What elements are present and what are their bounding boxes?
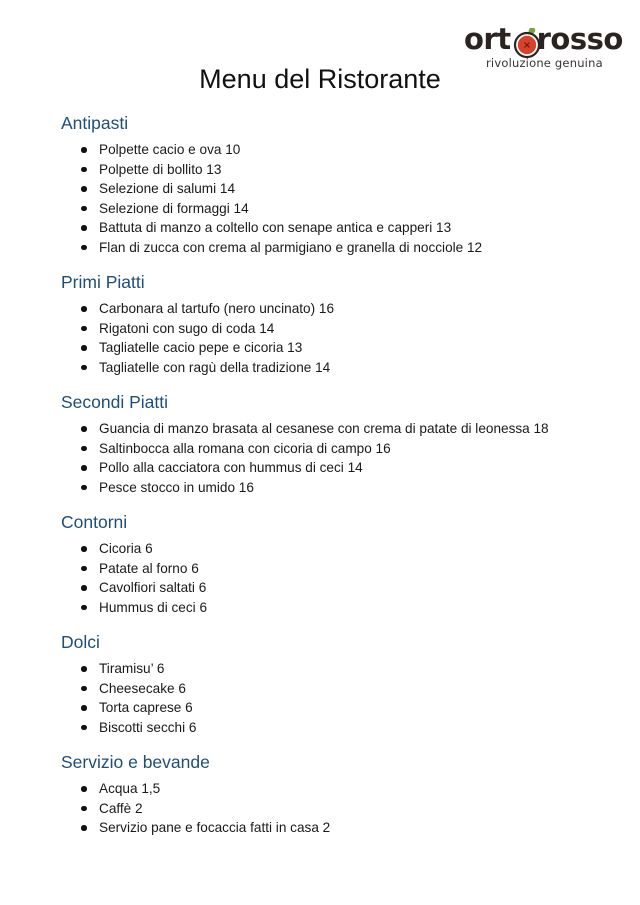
item-text: Cheesecake 6 [99,680,186,696]
item-text: Servizio pane e focaccia fatti in casa 2 [99,820,331,835]
list-item [61,458,631,478]
item-list [61,539,631,617]
item-text: Polpette di bollito 13 [99,161,222,177]
bullet-icon [81,546,87,552]
item-text: Caffè 2 [99,800,143,816]
list-item [61,539,631,559]
list-item [61,319,631,339]
item-list [61,779,631,838]
item-text: Rigatoni con sugo di coda 14 [99,320,275,336]
item-text: Tagliatelle con ragù della tradizione 14 [99,359,331,375]
item-list [61,659,631,737]
item-text: Tagliatelle cacio pepe e cicoria 13 [99,340,303,355]
list-item [61,818,631,838]
tomato-icon [513,28,543,58]
bullet-icon [81,147,87,153]
item-text: Biscotti secchi 6 [99,719,197,735]
list-item [61,140,631,160]
section-title: Contorni [61,512,128,532]
bullet-icon [81,365,87,371]
section-title: Secondi Piatti [61,392,169,412]
list-item [61,779,631,799]
bullet-icon [81,806,87,812]
list-item [61,238,631,258]
item-list [61,299,631,377]
list-item [61,160,631,180]
bullet-icon [81,225,87,231]
section-secondi-piatti [61,390,631,497]
item-list [61,419,631,497]
bullet-icon [81,245,87,251]
menu-content [61,111,631,838]
list-item [61,199,631,219]
bullet-icon [81,786,87,792]
bullet-icon [81,465,87,471]
list-item [61,679,631,699]
item-text: Patate al forno 6 [99,560,199,576]
bullet-icon [81,725,87,731]
bullet-icon [81,485,87,491]
item-text: Selezione di salumi 14 [99,181,236,196]
logo-tagline: rivoluzione genuina [486,56,603,70]
list-item [61,338,631,358]
bullet-icon [81,605,87,611]
list-item [61,799,631,819]
list-item [61,358,631,378]
section-servizio-e-bevande [61,750,631,838]
section-primi-piatti [61,270,631,377]
bullet-icon [81,326,87,332]
bullet-icon [81,566,87,572]
section-title: Primi Piatti [61,272,145,292]
bullet-icon [81,345,87,351]
list-item [61,179,631,199]
bullet-icon [81,206,87,212]
bullet-icon [81,686,87,692]
bullet-icon [81,705,87,711]
section-contorni [61,510,631,617]
list-item [61,718,631,738]
item-text: Battuta di manzo a coltello con senape antica e capperi 13 [99,220,452,235]
bullet-icon [81,186,87,192]
logo-brand-left: ort [464,22,511,56]
section-title: Antipasti [61,113,129,133]
bullet-icon [81,666,87,672]
item-text: Tiramisu’ 6 [99,661,165,676]
list-item [61,659,631,679]
item-text: Torta caprese 6 [99,700,193,715]
list-item [61,478,631,498]
logo-brand-right: rosso [536,22,623,56]
item-text: Pollo alla cacciatora con hummus di ceci 14 [99,460,363,475]
bullet-icon [81,306,87,312]
section-title: Dolci [61,632,100,652]
list-item [61,419,631,439]
item-text: Hummus di ceci 6 [99,599,208,615]
item-text: Cavolfiori saltati 6 [99,580,207,595]
item-text: Guancia di manzo brasata al cesanese con crema di patate di leonessa 18 [99,421,549,436]
section-dolci [61,630,631,737]
page-title: Menu del Ristorante [199,64,441,94]
item-text: Carbonara al tartufo (nero uncinato) 16 [99,301,335,316]
item-list [61,140,631,257]
item-text: Pesce stocco in umido 16 [99,479,254,495]
section-title: Servizio e bevande [61,752,210,772]
list-item [61,598,631,618]
item-text: Saltinbocca alla romana con cicoria di campo 16 [99,440,391,456]
list-item [61,578,631,598]
list-item [61,698,631,718]
item-text: Cicoria 6 [99,541,153,556]
list-item [61,299,631,319]
list-item [61,439,631,459]
section-antipasti [61,111,631,257]
bullet-icon [81,426,87,432]
logo-wordmark [464,24,623,54]
list-item [61,559,631,579]
bullet-icon [81,167,87,173]
item-text: Flan di zucca con crema al parmigiano e granella di nocciole 12 [99,239,483,255]
list-item [61,218,631,238]
item-text: Acqua 1,5 [99,781,161,796]
item-text: Selezione di formaggi 14 [99,200,249,216]
item-text: Polpette cacio e ova 10 [99,142,241,157]
bullet-icon [81,446,87,452]
bullet-icon [81,585,87,591]
bullet-icon [81,825,87,831]
